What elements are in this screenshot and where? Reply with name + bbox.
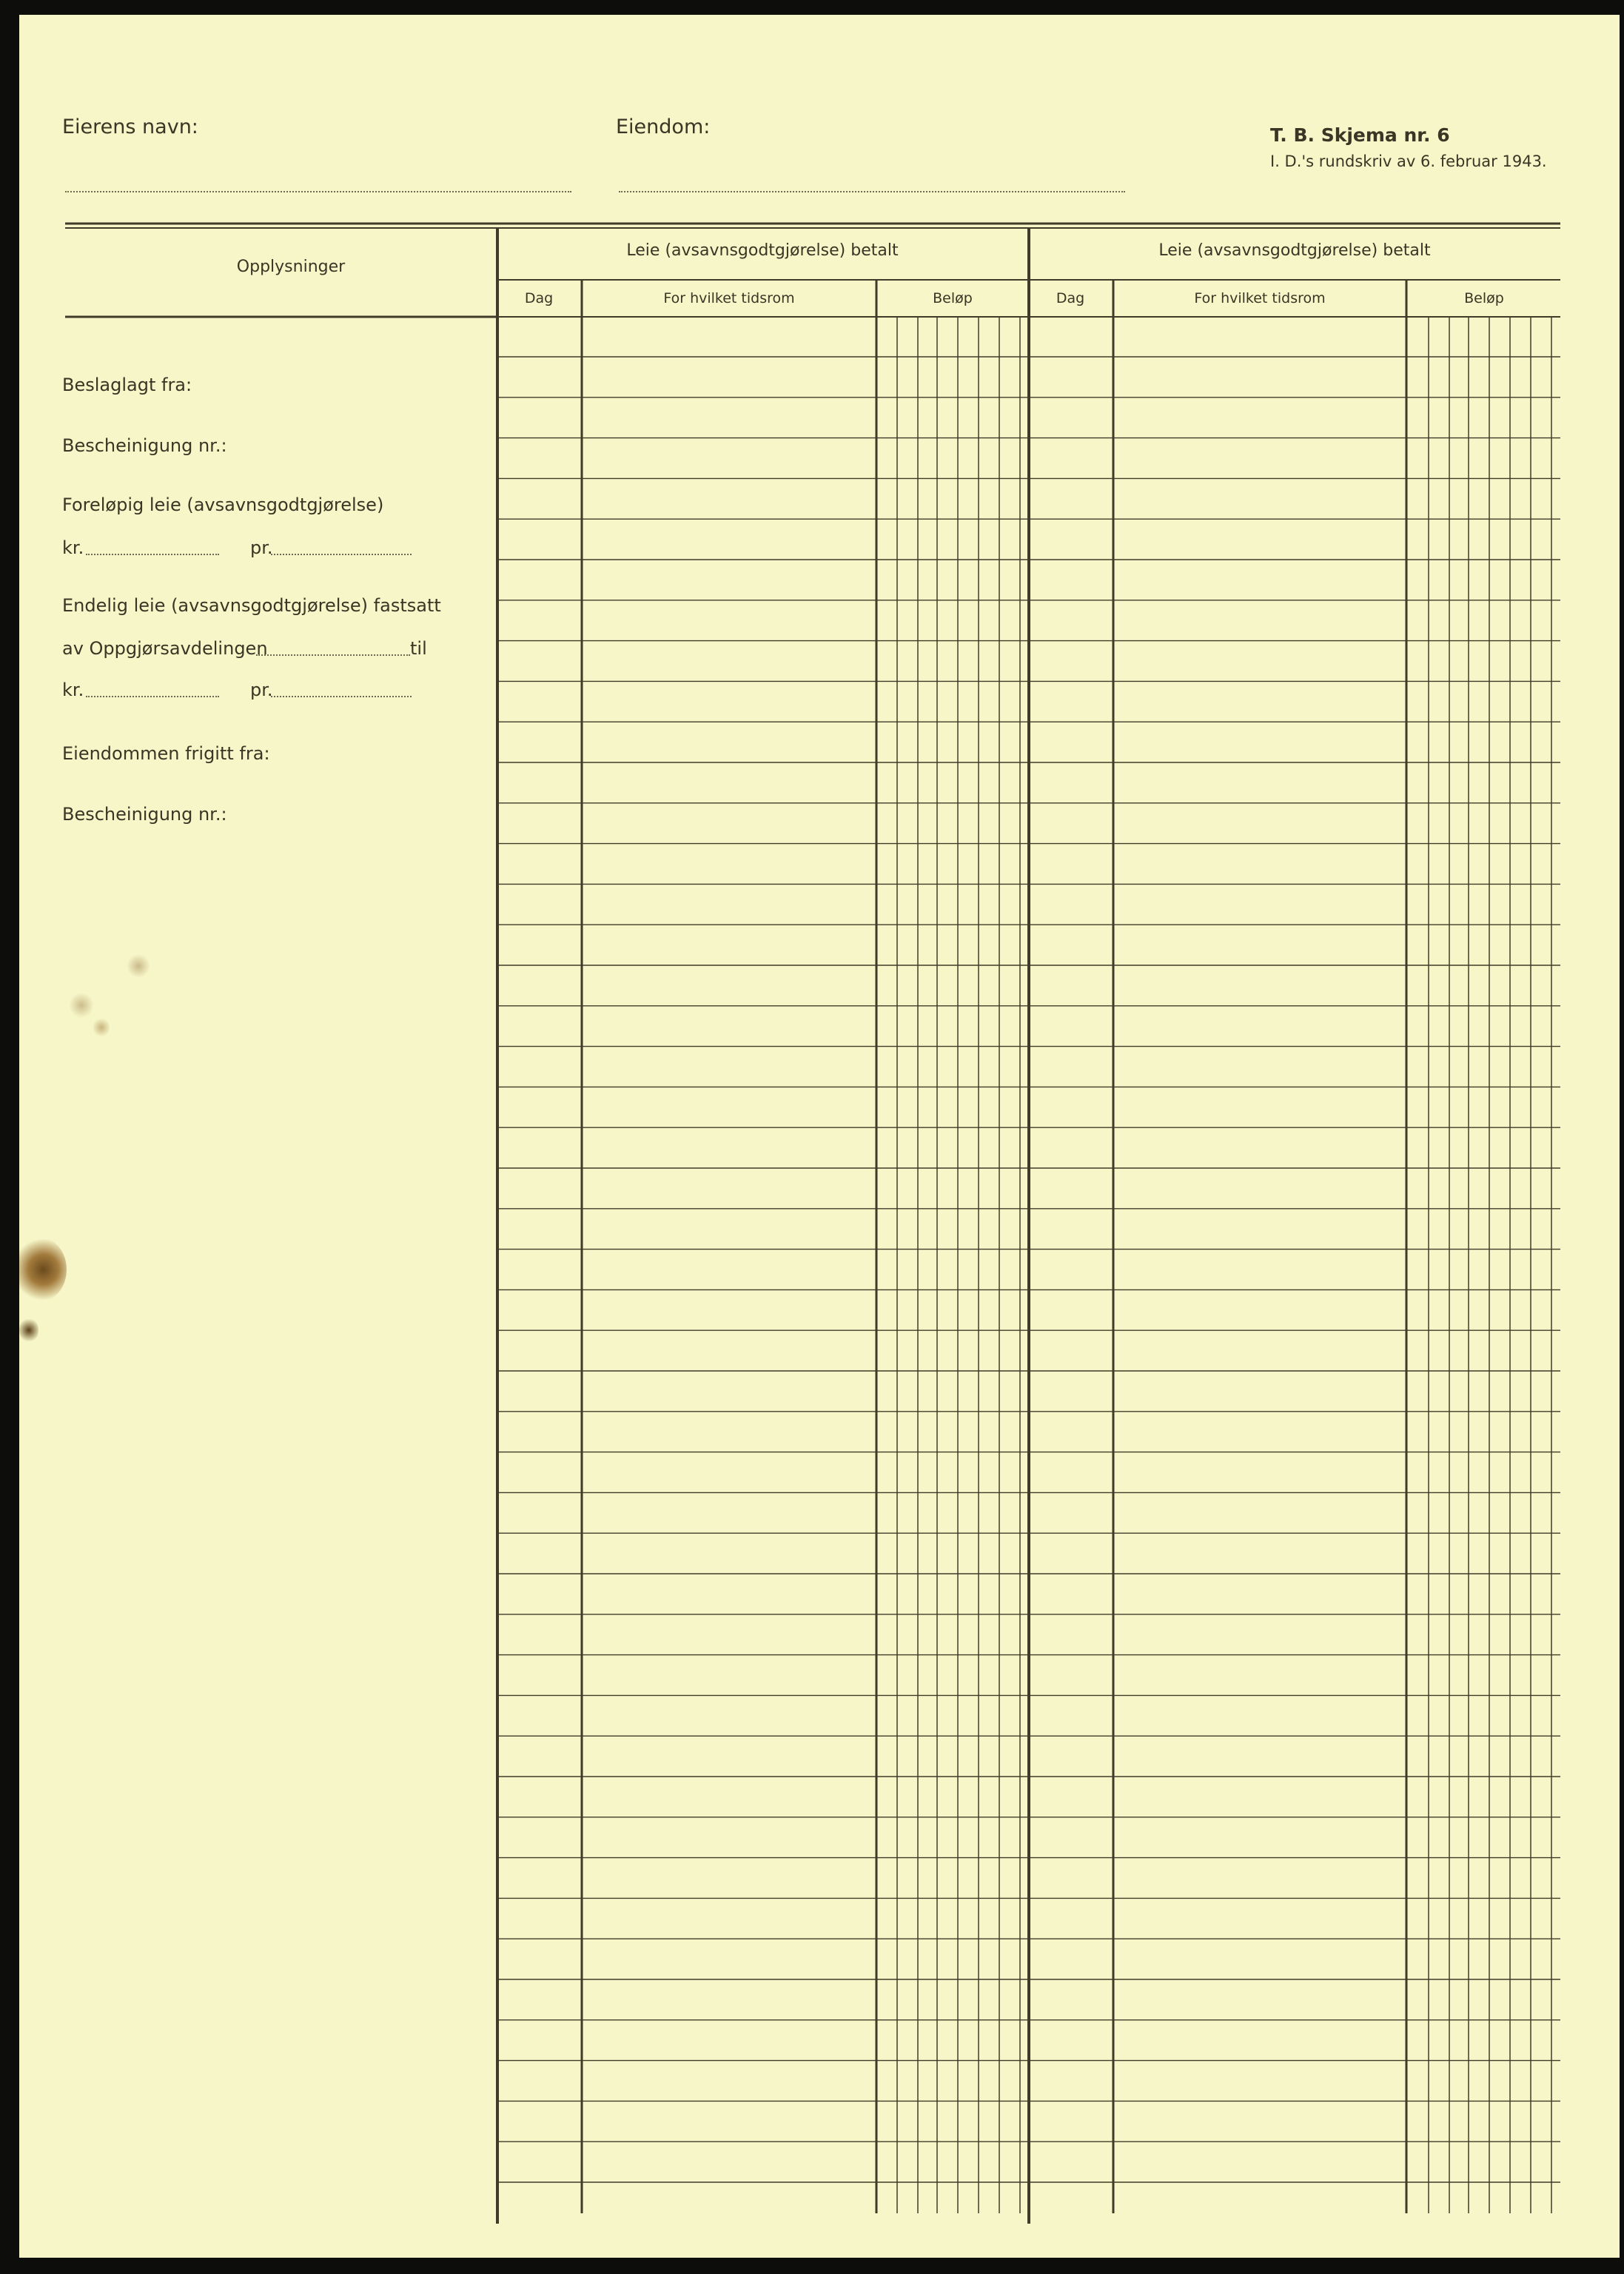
form-sheet [19, 15, 1620, 2258]
info-column-header: Opplysninger [236, 258, 346, 276]
certificate-2-label: Bescheinigung nr.: [62, 804, 227, 825]
section-1-title: Leie (avsavnsgodtgjørelse) betalt [626, 241, 899, 260]
final-rent-label: Endelig leie (avsavnsgodtgjørelse) fastsatt [62, 595, 441, 616]
final-pr-label: pr. [250, 680, 273, 700]
final-kr-label: kr. [62, 680, 84, 700]
prelim-pr-label: pr. [250, 537, 273, 558]
seized-from-label: Beslaglagt fra: [62, 375, 192, 395]
released-from-label: Eiendommen frigitt fra: [62, 743, 270, 764]
form-subtitle: I. D.'s rundskriv av 6. februar 1943. [1270, 152, 1547, 170]
section-2-col-day: Dag [1056, 290, 1085, 306]
section-2-title: Leie (avsavnsgodtgjørelse) betalt [1158, 241, 1431, 260]
section-2-col-amount: Beløp [1464, 290, 1504, 306]
department-label: av Oppgjørsavdelingen [62, 638, 268, 659]
ledger-grid [19, 15, 1620, 2258]
owner-name-label: Eierens navn: [62, 115, 198, 138]
certificate-1-label: Bescheinigung nr.: [62, 435, 227, 456]
prelim-kr-label: kr. [62, 537, 84, 558]
section-1-col-amount: Beløp [933, 290, 973, 306]
til-label: til [410, 638, 427, 659]
preliminary-rent-label: Foreløpig leie (avsavnsgodtgjørelse) [62, 494, 384, 515]
section-1-col-period: For hvilket tidsrom [663, 290, 795, 306]
section-1-col-day: Dag [524, 290, 554, 306]
property-label: Eiendom: [616, 115, 711, 138]
section-2-col-period: For hvilket tidsrom [1194, 290, 1326, 306]
form-title: T. B. Skjema nr. 6 [1270, 124, 1450, 146]
